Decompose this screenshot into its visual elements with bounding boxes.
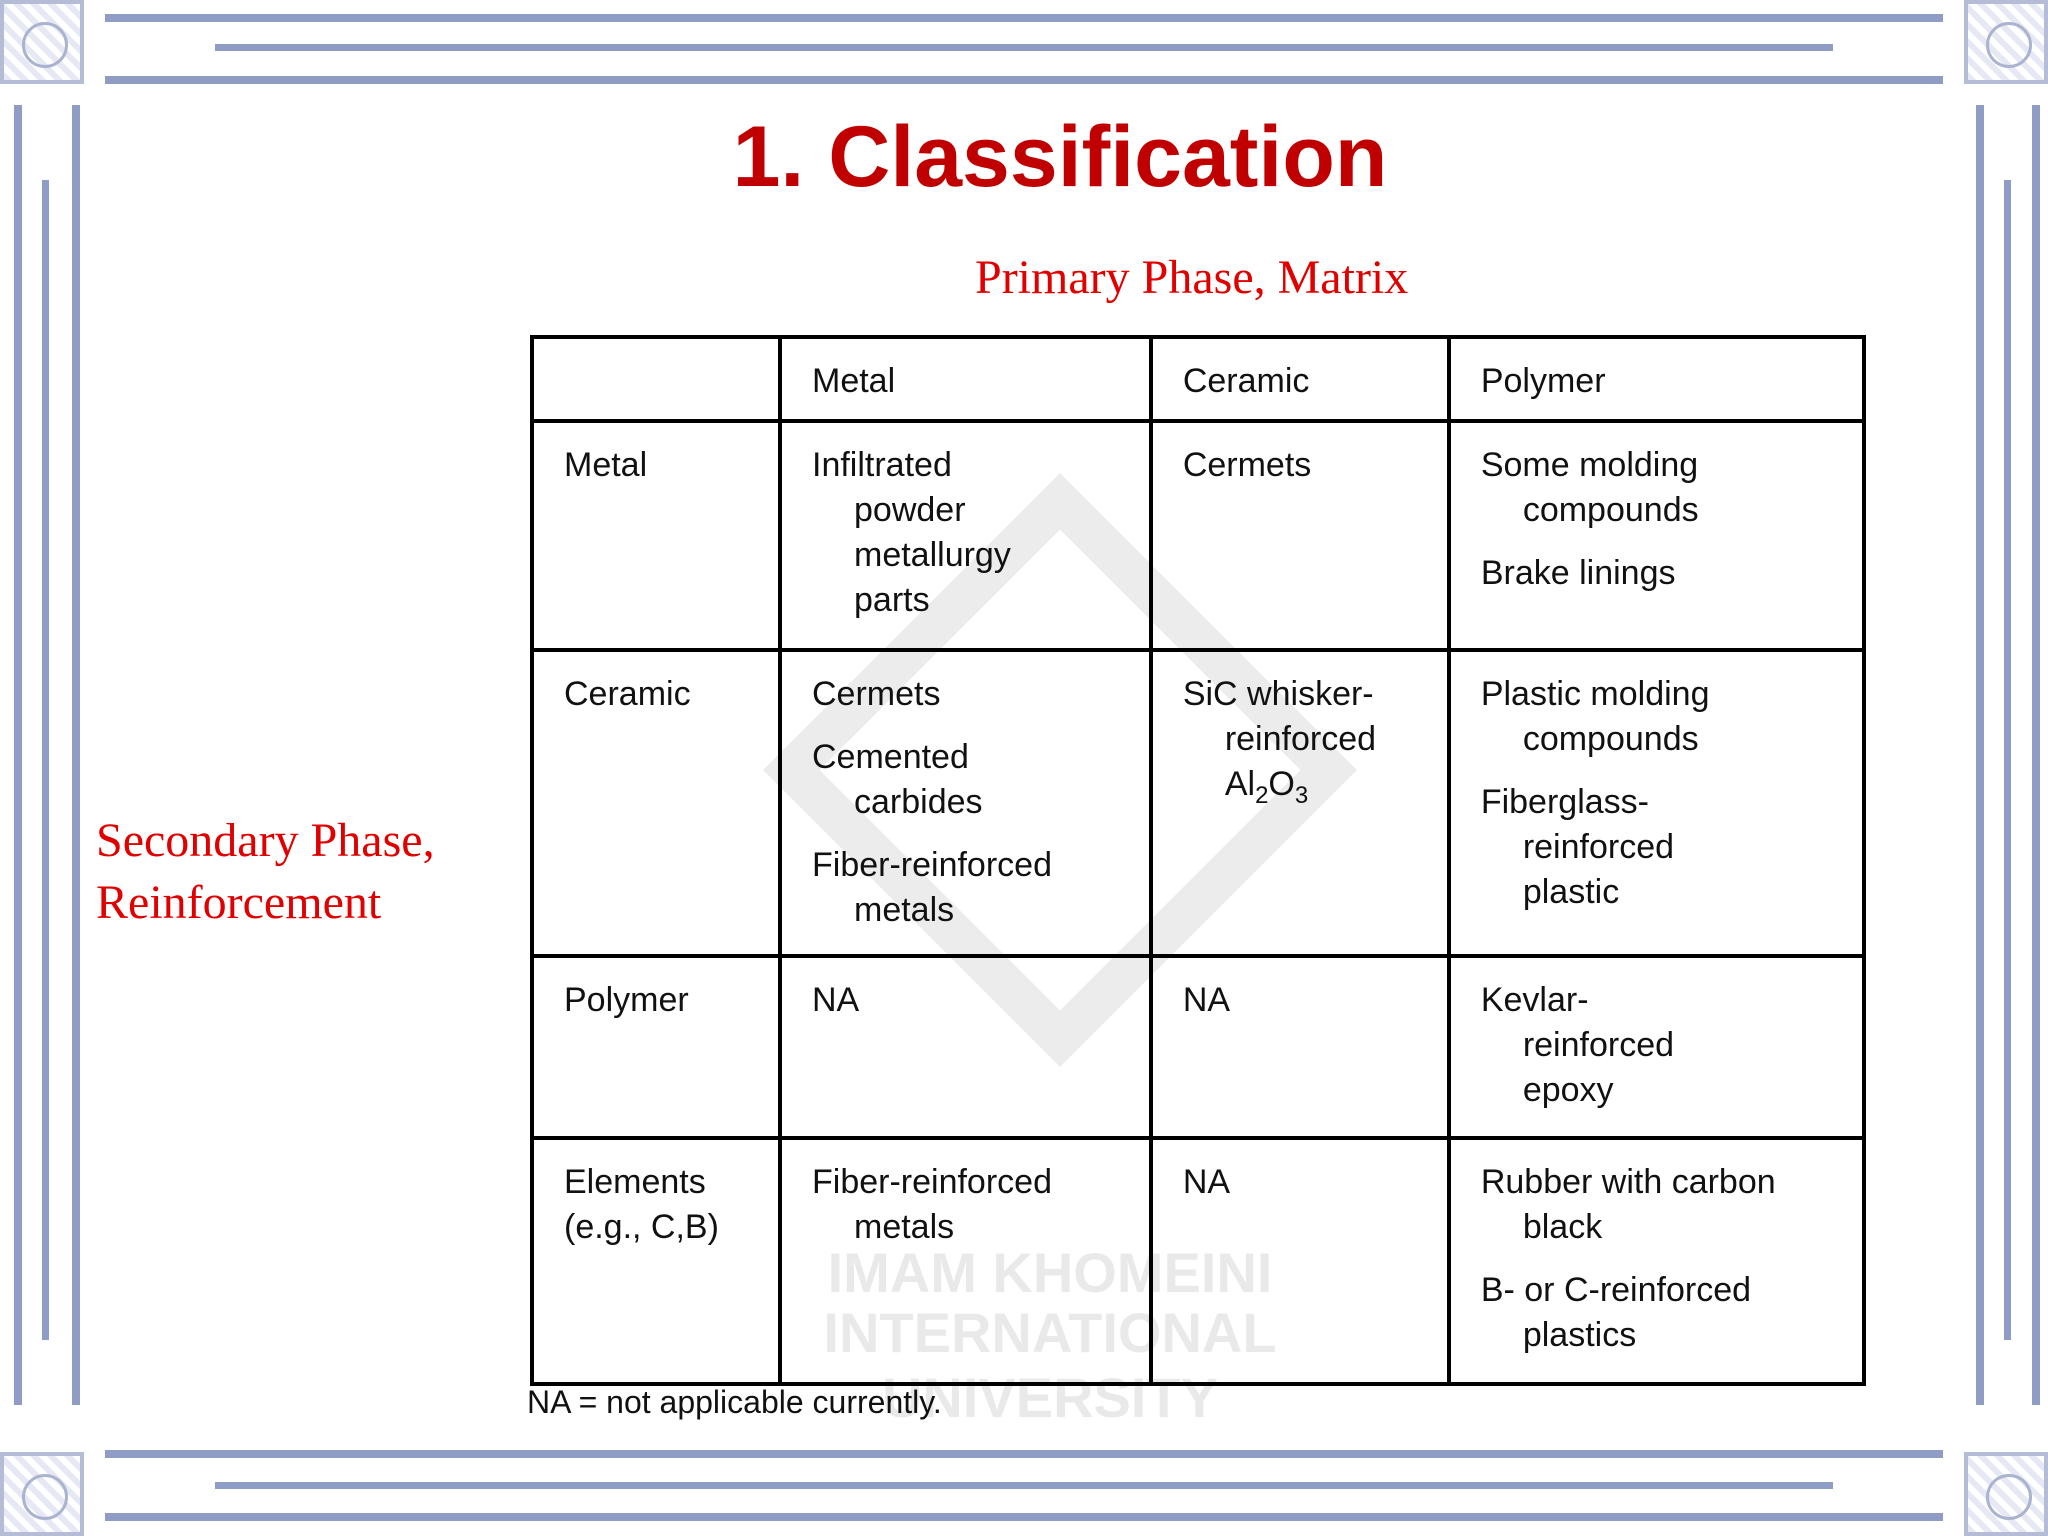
cell-entry: Brake linings: [1480, 554, 1676, 592]
frame-bottom-bar-3: [105, 1513, 1943, 1521]
cell-ceramic-ceramic: [1151, 650, 1449, 956]
cell-metal-metal: [780, 421, 1151, 650]
cell-entry: NA: [1182, 981, 1231, 1019]
row-header-polymer: Polymer: [532, 956, 780, 1138]
cell-metal-polymer: [1449, 421, 1864, 650]
cell-entry: Cemented carbides: [812, 738, 983, 821]
cell-metal-ceramic: [1151, 421, 1449, 650]
primary-phase-label: Primary Phase, Matrix: [975, 251, 1409, 304]
cell-text: SiC whisker-reinforced: [1182, 675, 1377, 758]
table-footnote: NA = not applicable currently.: [527, 1384, 942, 1420]
column-header-polymer: Polymer: [1449, 337, 1864, 421]
frame-left-bar-3: [72, 105, 80, 1405]
cell-entry: [1183, 672, 1429, 807]
cell-polymer-polymer: [1449, 956, 1864, 1138]
frame-top-bar-3: [105, 76, 1943, 84]
frame-top-bar-2: [215, 44, 1833, 51]
column-header-metal: Metal: [780, 337, 1151, 421]
corner-ornament-icon: [0, 0, 84, 84]
row-header-elements: [532, 1138, 780, 1384]
watermark-text-line2: INTERNATIONAL UNIVERSITY: [823, 1301, 1277, 1429]
frame-left-bar-2: [42, 180, 49, 1340]
cell-polymer-metal: [780, 956, 1151, 1138]
cell-entry: Cermets: [1182, 446, 1312, 484]
secondary-phase-label: [96, 810, 435, 934]
cell-entry: NA: [1182, 1163, 1231, 1201]
frame-top-bar-1: [105, 14, 1943, 22]
frame-bottom-bar-2: [215, 1482, 1833, 1489]
formula-subscript: 2: [1255, 782, 1269, 809]
table-row-metal: [532, 421, 1864, 650]
cell-entry: Fiber-reinforced metals: [812, 846, 1052, 929]
cell-ceramic-polymer: [1449, 650, 1864, 956]
formula-part: Al: [1224, 765, 1256, 803]
cell-elements-ceramic: [1151, 1138, 1449, 1384]
cell-entry: Fiber-reinforced metals: [812, 1163, 1052, 1246]
cell-entry: B- or C-reinforced plastics: [1480, 1271, 1752, 1354]
cell-entry: Kevlar-reinforced epoxy: [1480, 981, 1675, 1109]
classification-table: [530, 335, 1866, 1386]
column-header-ceramic: Ceramic: [1151, 337, 1449, 421]
frame-bottom-bar-1: [105, 1450, 1943, 1458]
table-row-elements: [532, 1138, 1864, 1384]
table-row-polymer: [532, 956, 1864, 1138]
cell-entry: Infiltrated powder metallurgy parts: [812, 446, 1011, 619]
cell-ceramic-metal: [780, 650, 1151, 956]
corner-ornament-icon: [0, 1452, 84, 1536]
cell-entry: Some molding compounds: [1480, 446, 1699, 529]
frame-right-bar-3: [2032, 105, 2040, 1405]
corner-ornament-icon: [1964, 1452, 2048, 1536]
cell-elements-polymer: [1449, 1138, 1864, 1384]
cell-entry: NA: [812, 981, 860, 1019]
row-header-line: (e.g., C,B): [564, 1208, 719, 1246]
table-header-row: [532, 337, 1864, 421]
cell-entry: Plastic molding compounds: [1480, 675, 1710, 758]
table-header-corner: [532, 337, 780, 421]
secondary-phase-label-line1: Secondary Phase,: [96, 814, 435, 867]
formula-part: O: [1268, 765, 1295, 803]
frame-right-bar-1: [1976, 105, 1984, 1405]
slide-title: 1. Classification: [732, 109, 1388, 205]
frame-right-bar-2: [2004, 180, 2011, 1340]
corner-ornament-icon: [1964, 0, 2048, 84]
cell-entry: Cermets: [812, 675, 941, 713]
row-header-metal: Metal: [532, 421, 780, 650]
row-header-ceramic: Ceramic: [532, 650, 780, 956]
table-row-ceramic: [532, 650, 1864, 956]
row-header-line: Elements: [564, 1163, 706, 1201]
formula-subscript: 3: [1294, 782, 1309, 809]
frame-left-bar-1: [14, 105, 22, 1405]
cell-entry: Rubber with carbon black: [1480, 1163, 1776, 1246]
secondary-phase-label-line2: Reinforcement: [96, 876, 382, 929]
chemical-formula: [1224, 765, 1309, 809]
cell-polymer-ceramic: [1151, 956, 1449, 1138]
cell-entry: Fiberglass-reinforced plastic: [1480, 783, 1675, 911]
cell-elements-metal: [780, 1138, 1151, 1384]
watermark-text-line1: IMAM KHOMEINI: [827, 1241, 1273, 1304]
